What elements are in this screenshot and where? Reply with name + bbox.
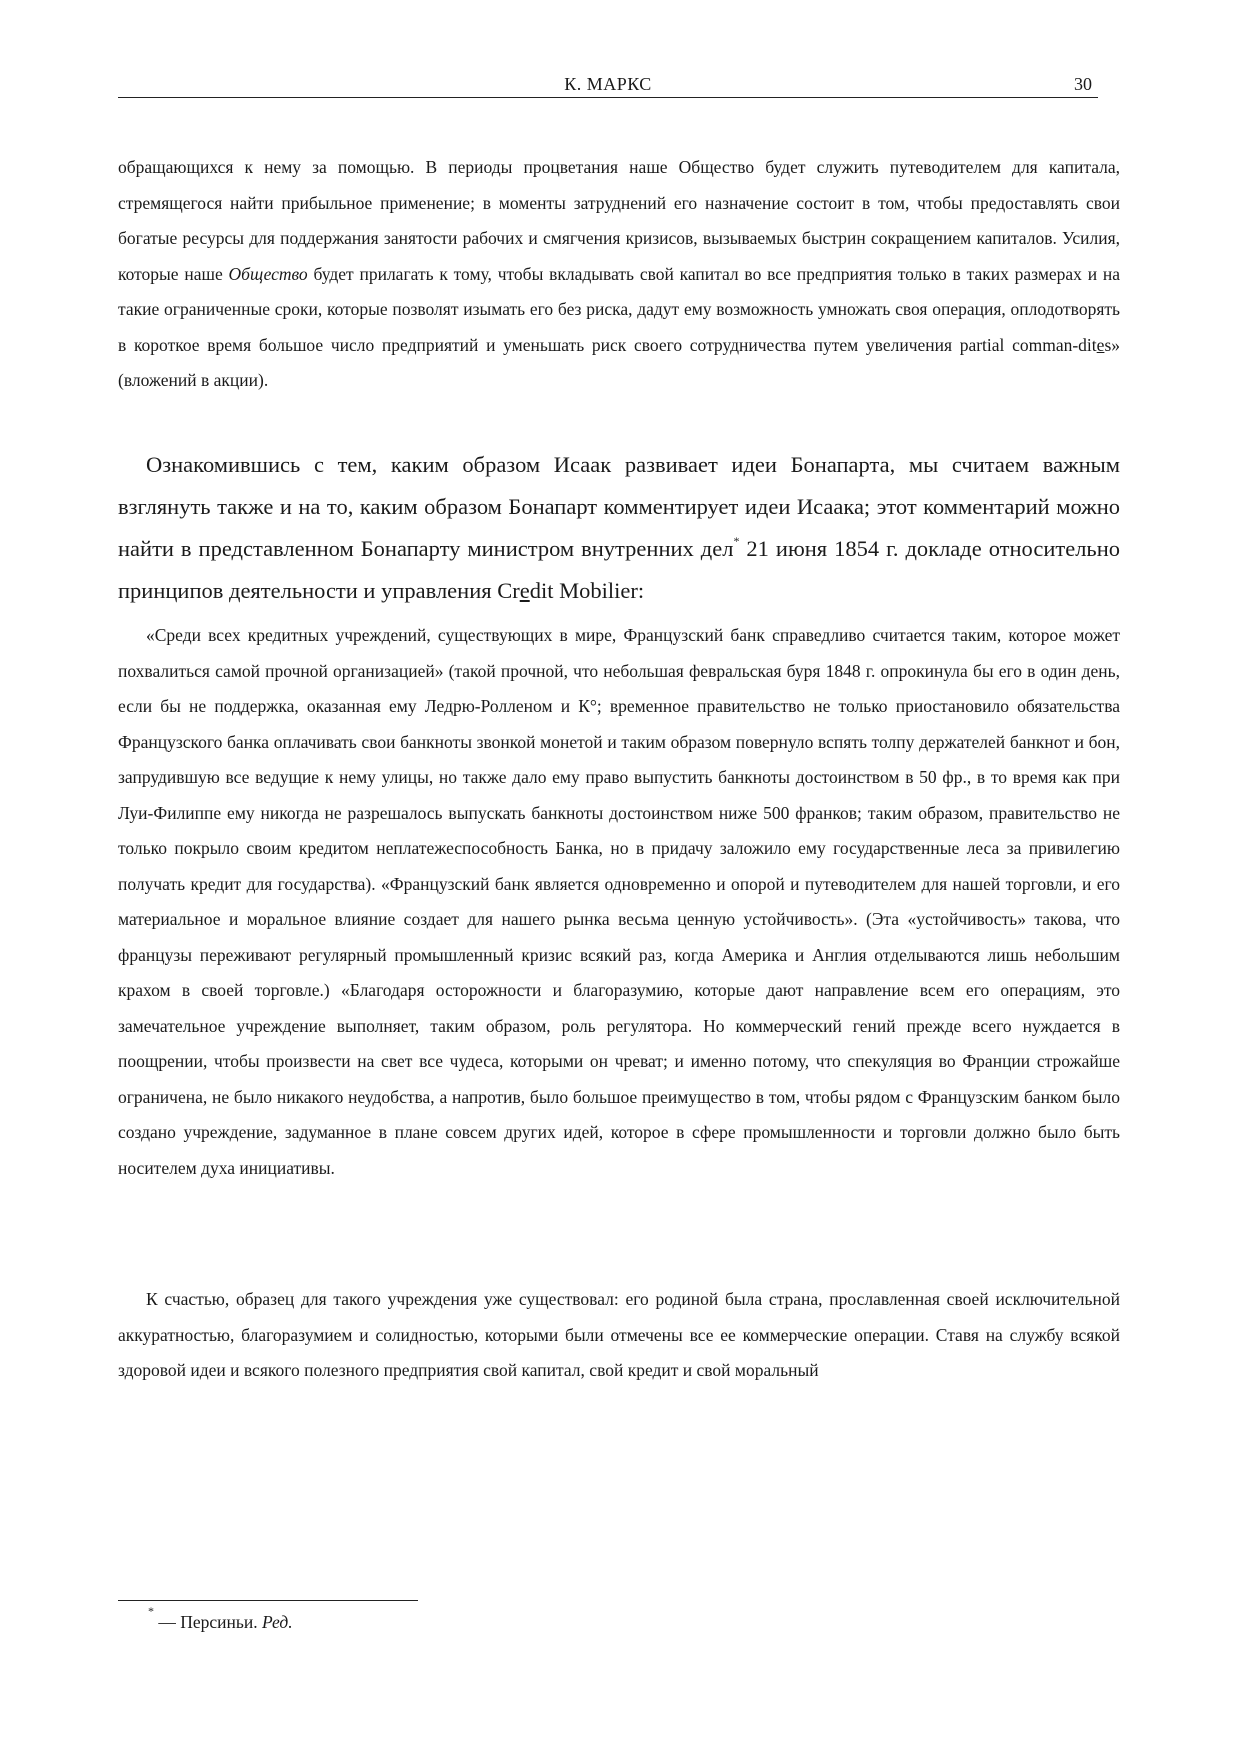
p1-text-a: обращающихся к нему за помощью. В периоды процветания наше Общество будет служить путеводителем для капитала, стремящегося найти прибыльное применение; в моменты затруднений его назначение состоит в том, чтобы предоставлять свои богатые ресурсы для поддержания занятости рабочих и смягчения кризисов, вызываемых быстрин сокращением капиталов. Усилия, которые наше xyxy=(118,157,1120,284)
p4-text: К счастью, образец для такого учреждения уже существовал: его родиной была страна, прославленная своей исключительной аккуратностью, благоразумием и солидностью, которыми были отмечены все ее коммерческие операции. Ставя на службу всякой здоровой идеи и всякого полезного предприятия свой капитал, свой кредит и свой моральный xyxy=(118,1289,1120,1380)
footnote-divider xyxy=(118,1600,418,1601)
p1-text-c: s» (вложений в акции). xyxy=(118,334,1120,390)
p1-text-b: будет прилагать к тому, чтобы вкладывать свой капитал во все предприятия только в таких размерах и на такие ограниченные сроки, которые позволят изымать его без риска, дадут ему возможность умножать своя операция, оплодотворять в короткое время большое число предприятий и уменьшать риск своего сотрудничества путем увеличения partial comman-dit xyxy=(118,263,1120,355)
footnote xyxy=(148,1604,293,1636)
p2-text-b: 21 июня 1854 г. докладе относительно принципов деятельности и управления Cr xyxy=(118,536,1120,603)
paragraph-4 xyxy=(118,1282,1120,1389)
footnote-text: — Персиньи. xyxy=(154,1612,262,1632)
paragraph-1 xyxy=(118,150,1120,399)
footnote-marker-ref: * xyxy=(733,533,740,548)
p3-text: «Среди всех кредитных учреждений, существующих в мире, Французский банк справедливо считается таким, которое может похвалиться самой прочной организацией» (такой прочной, что небольшая февральская буря 1848 г. опрокинула бы его в один день, если бы не поддержка, оказанная ему Ледрю-Ролленом и К°; временное правительство не только приостановило обязательства Французского банка оплачивать свои банкноты звонкой монетой и таким образом повернуло вспять толпу держателей банкнот и бон, запрудившую все ведущие к нему улицы, но также дало ему право выпустить банкноты достоинством в 50 фр., в то время как при Луи-Филиппе ему никогда не разрешалось выпускать банкноты достоинством ниже 500 франков; таким образом, правительство не только покрыло своим кредитом неплатежеспособность Банка, но в придачу заложило ему государственные леса за привилегию получать кредит для государства). «Французский банк является одновременно и опорой и путеводителем для нашей торговли, и его материальное и моральное влияние создает для нашего рынка весьма ценную устойчивость». (Эта «устойчивость» такова, что французы переживают регулярный промышленный кризис всякий раз, когда Америка и Англия отделываются лишь небольшим крахом в своей торговле.) «Благодаря осторожности и благоразумию, которые дают направление всем его операциям, это замечательное учреждение выполняет, таким образом, роль регулятора. Но коммерческий гений прежде всего нуждается в поощрении, чтобы произвести на свет все чудеса, которыми он чреват; и именно потому, что спекуляция во Франции строжайше ограничена, не было никакого неудобства, а напротив, было большое преимущество в том, чтобы рядом с Французским банком было создано учреждение, задуманное в плане совсем других идей, которое в сфере промышленности и торговли должно было быть носителем духа инициативы. xyxy=(118,625,1120,1178)
paragraph-3-quote xyxy=(118,618,1120,1186)
paragraph-2 xyxy=(118,444,1120,612)
footnote-marker: * xyxy=(148,1604,154,1619)
page-number: 30 xyxy=(1074,74,1092,94)
p2-text-a: Ознакомившись с тем, каким образом Исаак развивает идеи Бонапарта, мы считаем важным взглянуть также и на то, каким образом Бонапарт комментирует идеи Исаака; этот комментарий можно найти в представленном Бонапарту министром внутренних дел xyxy=(118,452,1120,561)
running-header xyxy=(118,73,1098,98)
p2-underlined: e xyxy=(519,578,530,603)
footnote-italic: Ред. xyxy=(262,1612,293,1632)
p1-italic: Общество xyxy=(228,263,308,284)
p2-text-c: dit Mobilier: xyxy=(529,578,645,603)
p1-underlined: e xyxy=(1096,334,1105,355)
header-title: К. МАРКС xyxy=(564,74,652,94)
